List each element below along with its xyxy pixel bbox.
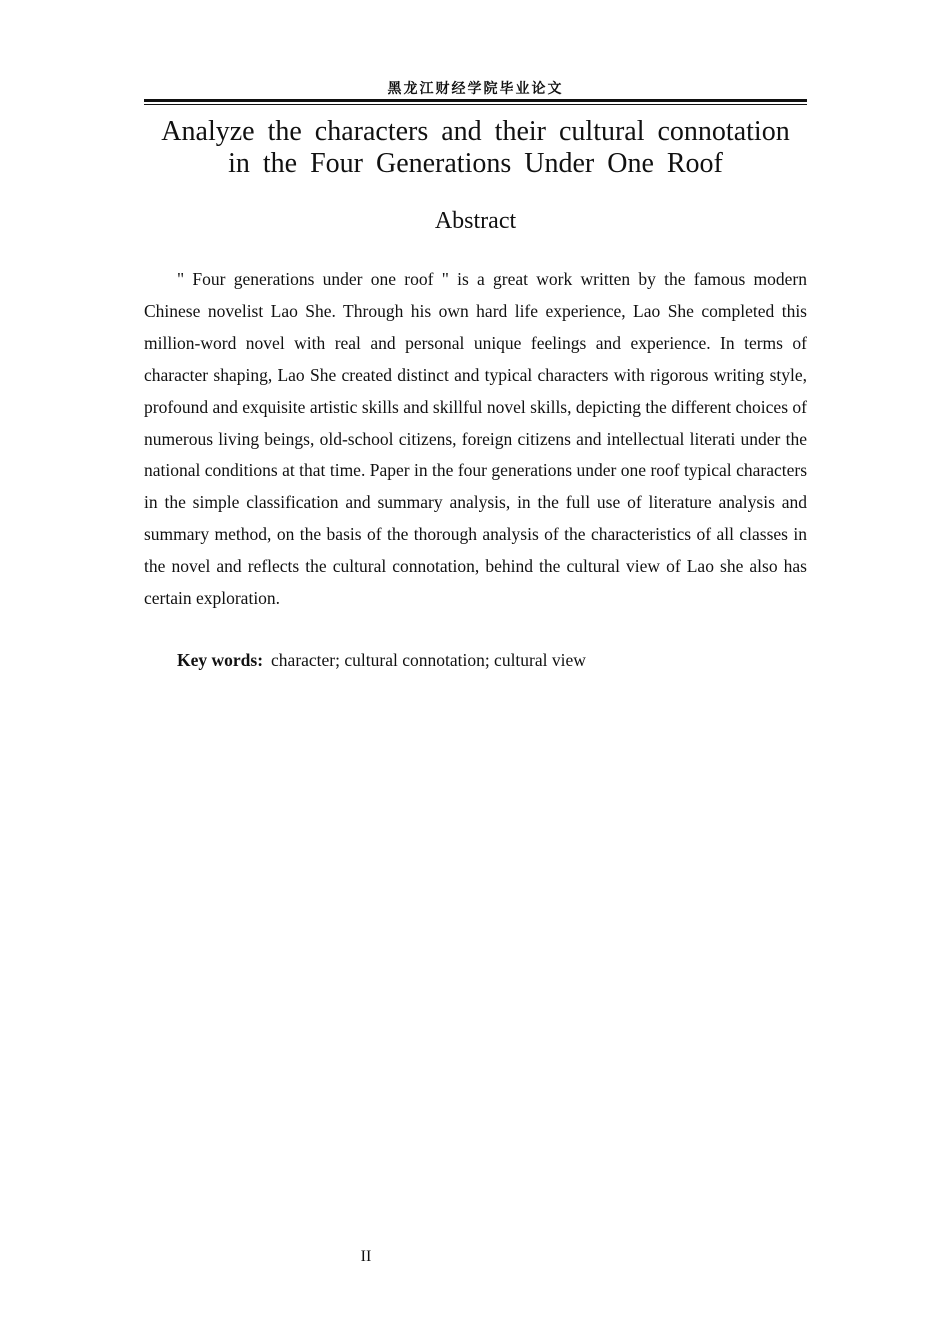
keywords-line <box>177 646 807 674</box>
header-rule-thin <box>144 104 807 105</box>
keywords-value: character; cultural connotation; cultural view <box>271 650 586 670</box>
paper-title: Analyze the characters and their cultural connotation in the Four Generations Under One Roof <box>161 116 790 179</box>
header-rule-thick <box>144 99 807 102</box>
keywords-label: Key words: <box>177 650 264 670</box>
abstract-heading: Abstract <box>434 208 517 234</box>
abstract-body: " Four generations under one roof " is a great work written by the famous modern Chinese novelist Lao She. Through his own hard life experience, Lao She completed this million-word novel with real and personal unique feelings and experience. In terms of character shaping, Lao She created distinct and typical characters with rigorous writing style, profound and exquisite artistic skills and skillful novel skills, depicting the different choices of numerous living beings, old-school citizens, foreign citizens and intellectual literati under the national conditions at that time. Paper in the four generations under one roof typical characters in the simple classification and summary analysis, in the full use of literature analysis and summary method, on the basis of the thorough analysis of the characteristics of all classes in the novel and reflects the cultural connotation, behind the cultural view of Lao she also has certain exploration. <box>144 269 807 609</box>
page-number: II <box>360 1248 372 1265</box>
running-header: 黑龙江财经学院毕业论文 <box>387 81 564 97</box>
